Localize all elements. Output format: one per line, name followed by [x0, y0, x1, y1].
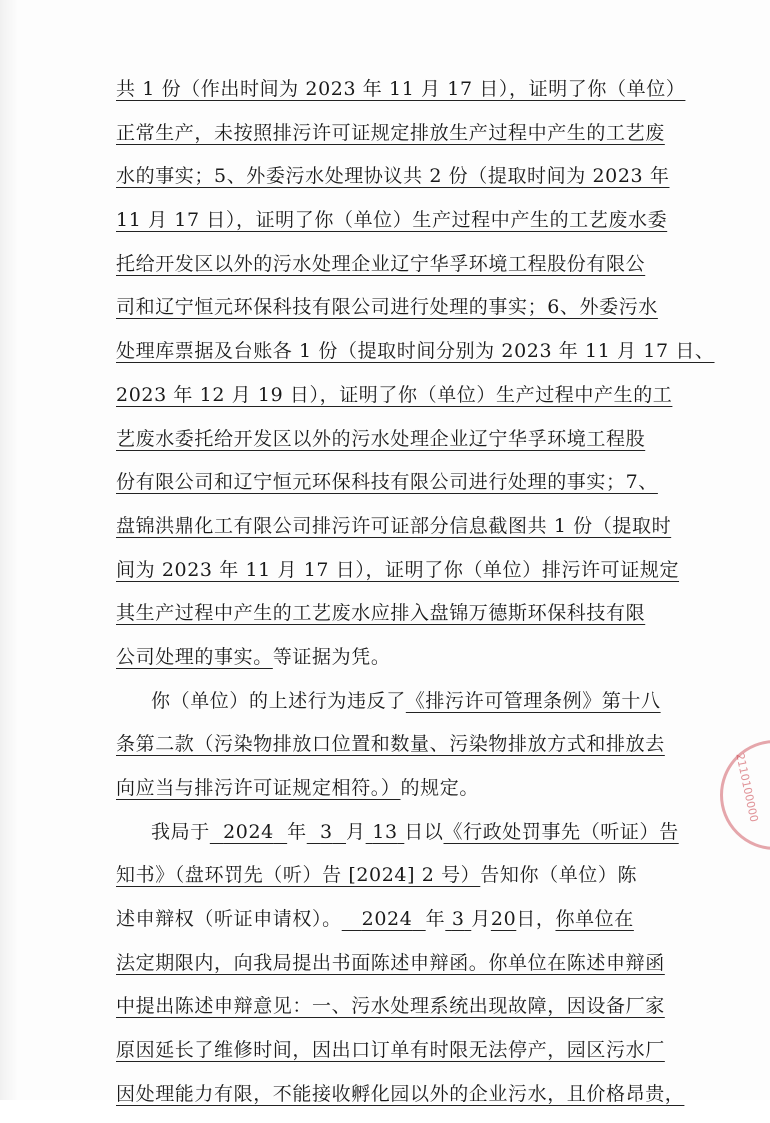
underlined-text: 正常生产，未按照排污许可证规定排放生产过程中产生的工艺废 — [116, 121, 665, 144]
year-value: 2024 — [361, 908, 413, 931]
underlined-text: 盘锦洪鼎化工有限公司排污许可证部分信息截图共 1 份（提取时 — [116, 514, 672, 537]
underlined-text: 你单位在 — [555, 908, 634, 931]
seal-number: 2110100000 — [733, 752, 761, 824]
document-body — [116, 74, 715, 1123]
underlined-text: 《排污许可管理条例》第十八 — [405, 689, 661, 712]
text-line — [116, 904, 672, 934]
text: 年 — [287, 820, 307, 843]
month-value: 3 — [320, 820, 333, 843]
underlined-text: 2023 年 12 月 19 日），证明了你（单位）生产过程中产生的工 — [116, 383, 673, 406]
underlined-text: 11 月 17 日），证明了你（单位）生产过程中产生的工艺废水委 — [116, 209, 668, 232]
date-year — [342, 908, 426, 930]
text: 日以 — [404, 820, 444, 843]
text-line — [116, 380, 672, 410]
text-line — [116, 642, 672, 672]
text-line — [116, 118, 672, 148]
underlined-text: 条第二款（污染物排放口位置和数量、污染物排放方式和排放去 — [116, 733, 665, 756]
text: 我局于 — [151, 820, 210, 843]
underlined-text: 中提出陈述申辩意见：一、污水处理系统出现故障，因设备厂家 — [116, 995, 665, 1018]
underlined-text: 处理库票据及台账各 1 份（提取时间分别为 2023 年 11 月 17 日、 — [116, 340, 715, 363]
text-line — [116, 948, 672, 978]
text-line — [116, 729, 672, 759]
underlined-text: 因处理能力有限，不能接收孵化园以外的企业污水，且价格昂贵， — [116, 1082, 685, 1105]
underlined-text: 托给开发区以外的污水处理企业辽宁华孚环境工程股份有限公 — [116, 252, 646, 275]
underlined-text: 司和辽宁恒元环保科技有限公司进行处理的事实；6、外委污水 — [116, 296, 658, 319]
text-line — [116, 511, 672, 541]
date-day — [491, 908, 516, 930]
text-line — [116, 424, 672, 454]
text-line — [116, 1035, 672, 1065]
text: 你（单位）的上述行为违反了 — [151, 689, 406, 712]
text-line — [116, 817, 679, 847]
text: 日， — [516, 908, 556, 931]
text-line — [116, 1079, 685, 1109]
date-year — [210, 821, 287, 843]
underlined-text: 知书》（盘环罚先（听）告 [2024] 2 号） — [116, 864, 481, 887]
text: 月 — [471, 908, 491, 931]
text-line — [116, 205, 672, 235]
text-line — [116, 161, 672, 191]
date-day — [366, 821, 405, 843]
underlined-text: 法定期限内，向我局提出书面陈述申辩函。你单位在陈述申辩函 — [116, 951, 665, 974]
text: 月 — [346, 820, 366, 843]
text: 等证据为凭。 — [272, 645, 391, 668]
text: 年 — [425, 908, 446, 931]
text-line — [116, 555, 680, 585]
date-month — [307, 821, 346, 843]
underlined-text: 间为 2023 年 11 月 17 日），证明了你（单位）排污许可证规定 — [116, 558, 680, 581]
text-line — [116, 467, 672, 497]
text-line — [116, 292, 672, 322]
underlined-text: 《行政处罚事先（听证）告 — [443, 820, 679, 843]
text-line — [116, 74, 686, 104]
text-line — [116, 991, 672, 1021]
text: 告知你（单位）陈 — [480, 864, 638, 887]
underlined-text: 艺废水委托给开发区以外的污水处理企业辽宁华孚环境工程股 — [116, 427, 646, 450]
text-line — [116, 860, 672, 890]
underlined-text: 其生产过程中产生的工艺废水应排入盘锦万德斯环保科技有限 — [116, 602, 646, 625]
day-value: 13 — [372, 820, 398, 843]
underlined-text: 份有限公司和辽宁恒元环保科技有限公司进行处理的事实；7、 — [116, 471, 658, 494]
underlined-text: 共 1 份（作出时间为 2023 年 11 月 17 日），证明了你（单位） — [116, 78, 686, 100]
text-line — [116, 773, 672, 803]
text: 的规定。 — [400, 777, 479, 799]
underlined-text: 原因延长了维修时间，因出口订单有时限无法停产，园区污水厂 — [116, 1039, 665, 1062]
underlined-text: 公司处理的事实。 — [116, 645, 273, 668]
underlined-text: 向应当与排污许可证规定相符。） — [116, 777, 401, 799]
text-line — [116, 336, 715, 366]
date-month — [445, 908, 471, 930]
text: 述申辩权（听证申请权）。 — [116, 908, 342, 931]
day-value: 20 — [490, 908, 517, 931]
scan-edge-shadow — [0, 0, 18, 1100]
text-line — [116, 598, 672, 628]
month-value: 3 — [451, 908, 465, 931]
year-value: 2024 — [223, 820, 274, 843]
text-line — [116, 686, 672, 716]
underlined-text: 水的事实；5、外委污水处理协议共 2 份（提取时间为 2023 年 — [116, 165, 670, 188]
text-line — [116, 249, 672, 279]
